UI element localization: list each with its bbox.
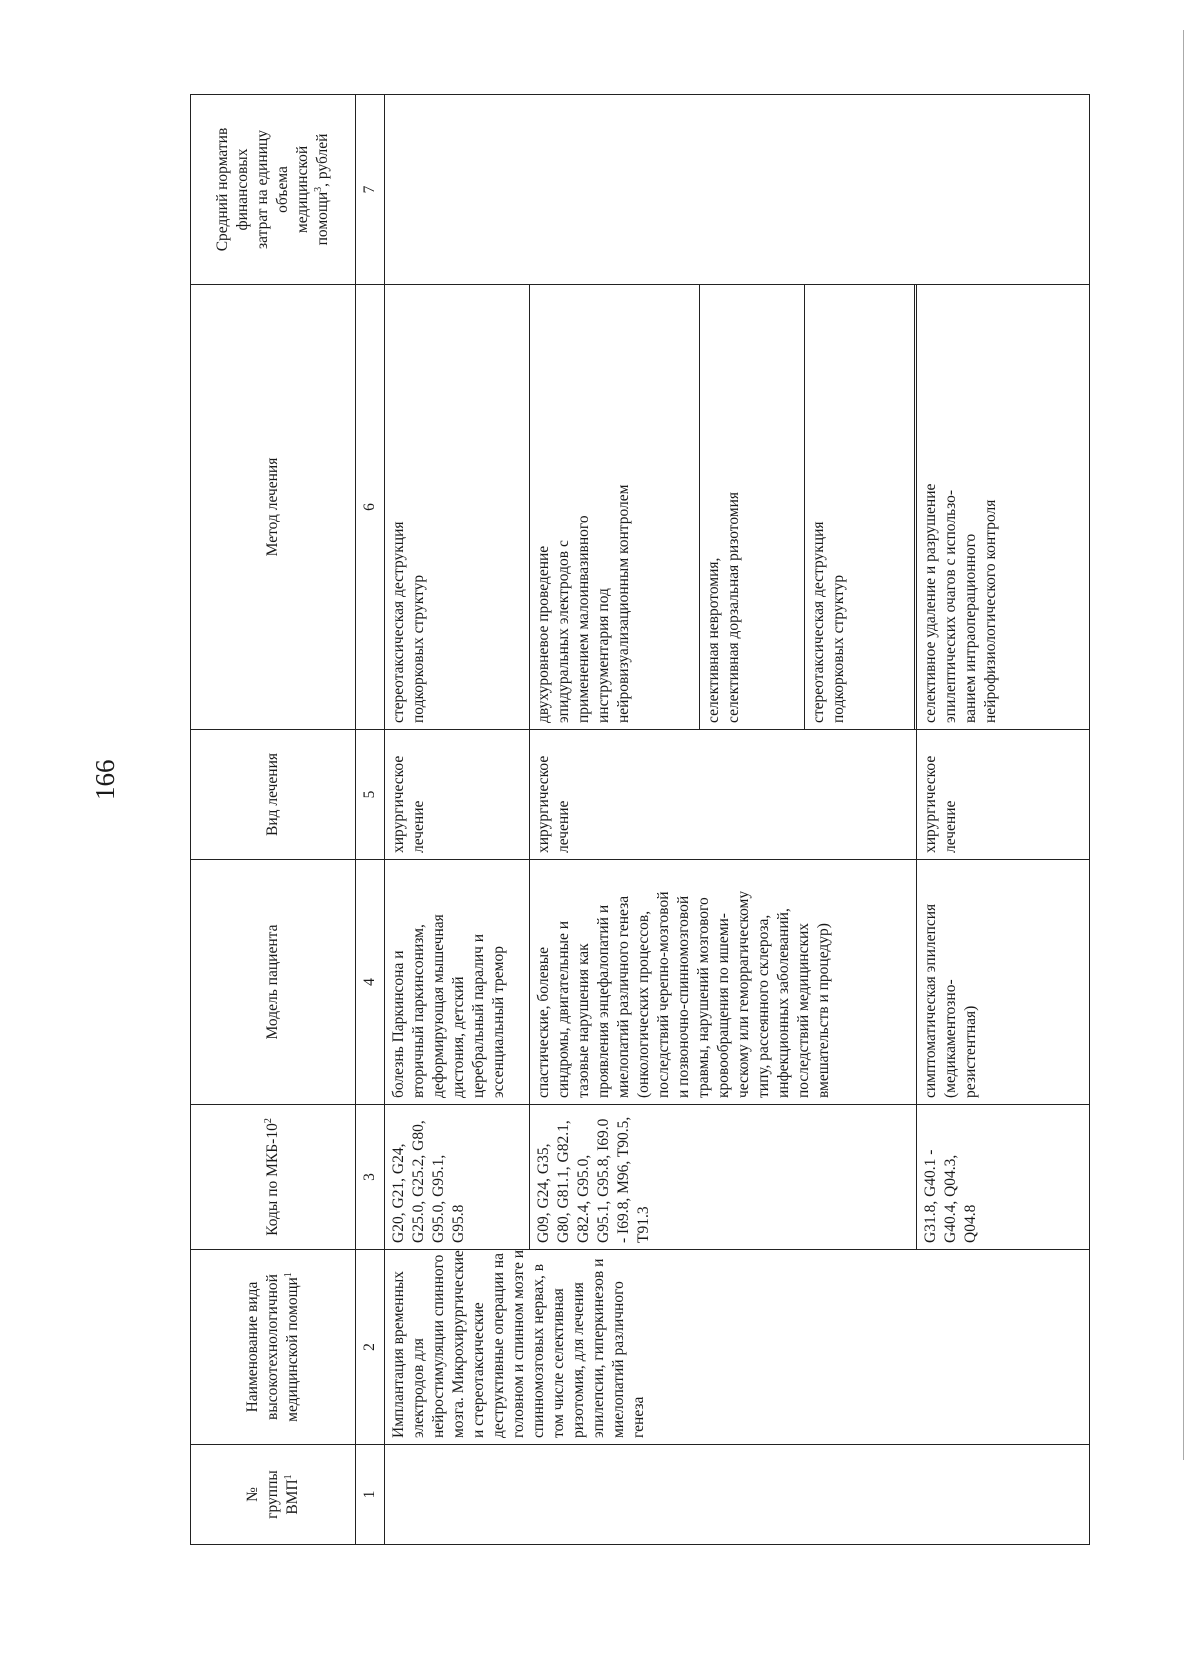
table-row [385,95,530,1545]
header-col-4: Модель пациента [191,860,356,1105]
column-number: 7 [356,95,385,285]
method-cell: селективная невротомия, селективная дорзальная ризотомия [700,285,805,730]
column-number: 6 [356,285,385,730]
codes-cell: G09, G24, G35, G80, G81.1, G82.1, G82.4, G95.0, G95.1, G95.8, I69.0 - I69.8, M96, T90.5, T91.3 [530,1105,917,1250]
codes-cell: G31.8, G40.1 - G40.4, Q04.3, Q04.8 [917,1105,1090,1250]
cost-cell [385,95,1090,285]
method-cell: стереотаксическая деструкция подкорковых структур [805,285,915,730]
page-edge-line [1183,30,1184,1460]
model-cell: болезнь Паркинсона и вторичный паркинсонизм, деформирующая мышечная дистония, детский церебральный паралич и эссенциальный тремор [385,860,530,1105]
header-col-3: Коды по МКБ-$10^2$ [191,1105,356,1250]
rotated-table-container [190,95,1090,1545]
treatment-cell: хирургическое лечение [530,730,917,860]
method-cell: стереотаксическая деструкция подкорковых структур [385,285,530,730]
column-number: 3 [356,1105,385,1250]
column-number: 4 [356,860,385,1105]
treatment-cell: хирургическое лечение [385,730,530,860]
page-number: 166 [90,759,120,800]
model-cell: спастические, болевые синдромы, двигательные и тазовые нарушения как проявления энцефалопатий и миелопатий различного генеза (онкологических процессов, последствий черепно-мозговой и позвоночно-спинномозговой травмы, нарушений мозгового кровообращения по ишеми- ческому или геморрагическому типу, рассеянного склероза, инфекционных заболеваний, последствий медицинских вмешательств и процедур) [530,860,917,1105]
group-name-cell: Имплантация временных электродов для нейростимуляции спинного мозга. Микрохирургические и стереотаксические деструктивные операции на головном и спинном мозге и спинномозговых нервах, в том числе селективная ризотомия, для лечения эпилепсии, гиперкинезов и миелопатий различного генеза [385,1250,1090,1445]
treatment-cell: хирургическое лечение [917,730,1090,860]
vmp-table [190,94,1090,1545]
header-col-1: № группы ВМП$^1$ [191,1445,356,1545]
group-number-cell [385,1445,1090,1545]
method-cell: селективное удаление и разрушение эпилептических очагов с использо- ванием интраоперационного нейрофизиологического контроля [917,285,1090,730]
header-row [191,95,356,1545]
header-col-7: Средний норматив финансовых затрат на единицу объема медицинской помощи$^3$, рублей [191,95,356,285]
column-number: 2 [356,1250,385,1445]
header-col-2: Наименование вида высокотехнологичной медицинской помощи$^1$ [191,1250,356,1445]
codes-cell: G20, G21, G24, G25.0, G25.2, G80, G95.0, G95.1, G95.8 [385,1105,530,1250]
header-col-5: Вид лечения [191,730,356,860]
column-number: 1 [356,1445,385,1545]
column-number-row [356,95,385,1545]
method-cell: двухуровневое проведение эпидуральных электродов с применением малоинвазивного инструментария под нейровизуализационным контролем [530,285,700,730]
model-cell: симптоматическая эпилепсия (медикаментозно- резистентная) [917,860,1090,1105]
header-col-6: Метод лечения [191,285,356,730]
column-number: 5 [356,730,385,860]
